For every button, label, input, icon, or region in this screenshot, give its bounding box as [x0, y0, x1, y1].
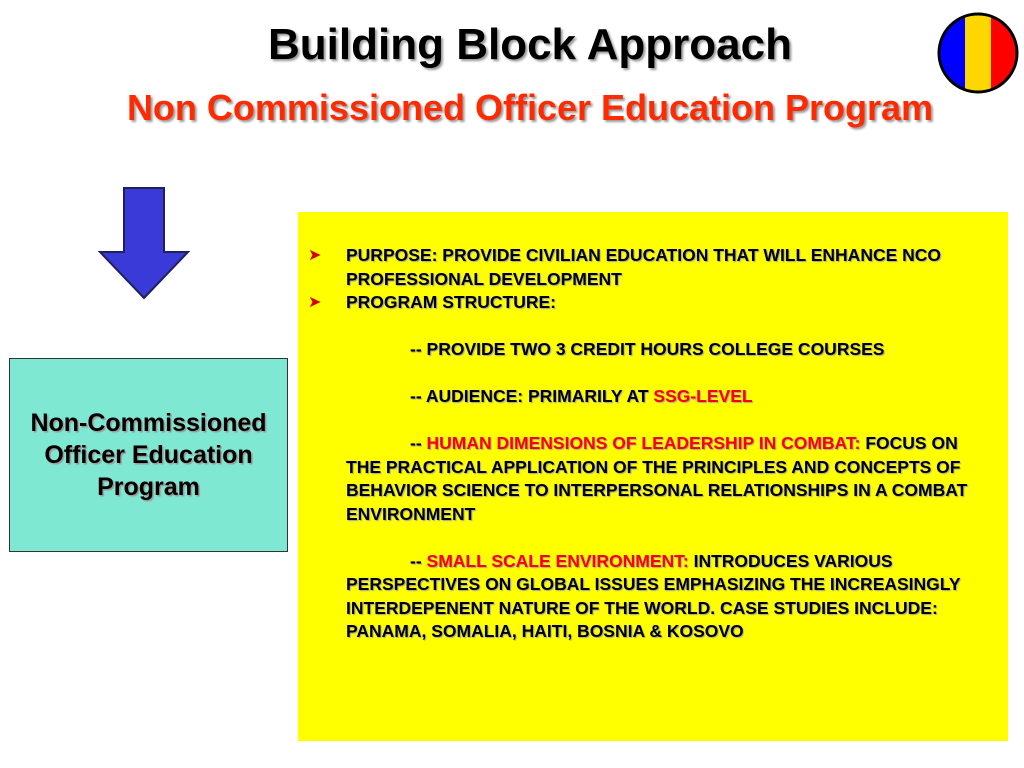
nco-education-program-box: [9, 358, 288, 552]
courses-text: -- PROVIDE TWO 3 CREDIT HOURS COLLEGE COURSES: [410, 339, 885, 359]
down-arrow-icon: [98, 186, 190, 300]
page-subtitle: Non Commissioned Officer Education Program: [126, 87, 934, 128]
human-dimensions-highlight: HUMAN DIMENSIONS OF LEADERSHIP IN COMBAT:: [426, 433, 861, 453]
arrowhead-bullet-icon: ➤: [308, 247, 322, 264]
tricolor-circle-emblem-icon: [937, 12, 1019, 94]
program-structure-bullet: [308, 291, 994, 315]
human-dimensions-prefix: --: [410, 433, 427, 453]
structure-item-small-scale: [308, 550, 994, 644]
small-scale-text: INTRODUCES VARIOUS PERSPECTIVES ON GLOBAL ISSUES EMPHASIZING THE INCREASINGLY INTERDEPENENT NATURE OF THE WORLD. CASE STUDIES INCLUDE: PANAMA, SOMALIA, HAITI, BOSNIA & KOSOVO: [346, 550, 961, 641]
human-dimensions-text: FOCUS ON THE PRACTICAL APPLICATION OF THE PRINCIPLES AND CONCEPTS OF BEHAVIOR SCIENCE TO INTERPERSONAL RELATIONSHIPS IN A COMBAT ENVIRONMENT: [346, 433, 968, 524]
purpose-bullet: [308, 244, 994, 291]
purpose-text: PURPOSE: PROVIDE CIVILIAN EDUCATION THAT WILL ENHANCE NCO PROFESSIONAL DEVELOPMENT: [346, 245, 942, 289]
structure-item-courses: [308, 338, 994, 362]
arrowhead-bullet-icon: ➤: [308, 294, 322, 311]
program-details-panel: [298, 212, 1008, 741]
audience-text: -- AUDIENCE: PRIMARILY AT: [410, 386, 654, 406]
small-scale-highlight: SMALL SCALE ENVIRONMENT:: [426, 550, 689, 571]
structure-item-audience: [308, 385, 994, 409]
page-title: Building Block Approach: [268, 20, 792, 69]
structure-item-human-dimensions: [308, 432, 994, 526]
audience-highlight: SSG-LEVEL: [653, 386, 753, 406]
small-scale-prefix: --: [410, 550, 427, 571]
program-structure-heading: PROGRAM STRUCTURE:: [346, 292, 556, 312]
nco-box-label: Non-Commissioned Officer Education Program: [30, 409, 267, 501]
